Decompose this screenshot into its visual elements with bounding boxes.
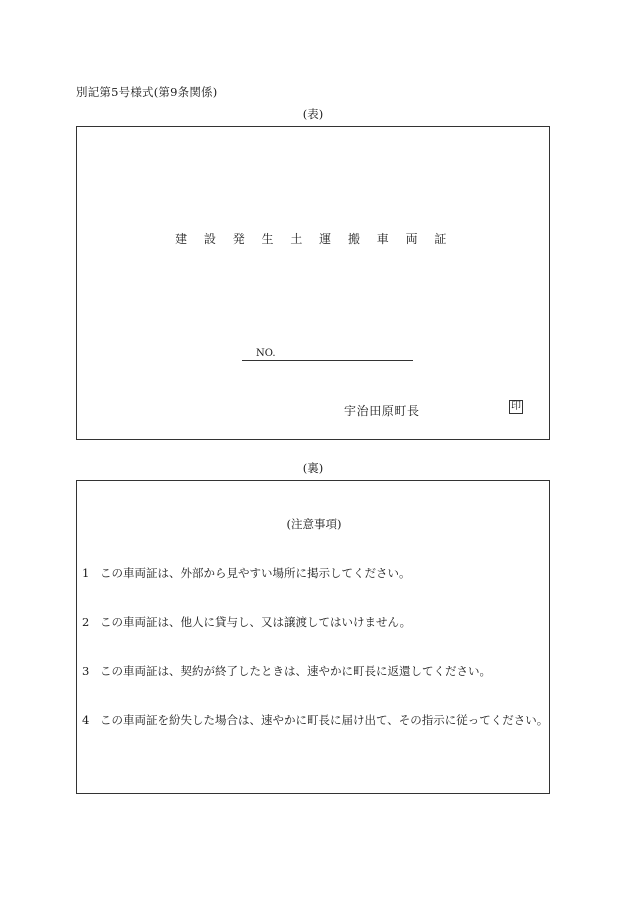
number-label: NO. bbox=[256, 348, 276, 359]
form-reference: 別記第5号様式(第9条関係) bbox=[76, 85, 218, 99]
note-number: 3 bbox=[82, 664, 90, 678]
notes-heading: (注意事項) bbox=[286, 517, 342, 531]
certificate-title: 建 設 発 生 土 運 搬 車 両 証 bbox=[175, 232, 453, 246]
certificate-back bbox=[76, 480, 550, 794]
note-number: 2 bbox=[82, 615, 90, 629]
note-text: この車両証は、契約が終了したときは、速やかに町長に返還してください。 bbox=[100, 664, 491, 678]
note-item bbox=[82, 565, 411, 581]
front-side-label: (表) bbox=[302, 107, 324, 121]
back-side-label: (裏) bbox=[302, 461, 324, 475]
seal-mark: 印 bbox=[511, 401, 521, 412]
note-text: この車両証は、外部から見やすい場所に掲示してください。 bbox=[100, 566, 411, 580]
note-text: この車両証は、他人に貸与し、又は譲渡してはいけません。 bbox=[100, 615, 412, 629]
note-item bbox=[82, 712, 548, 728]
note-item bbox=[82, 614, 411, 630]
certificate-front bbox=[76, 126, 550, 440]
note-number: 1 bbox=[82, 566, 90, 580]
note-number: 4 bbox=[82, 713, 90, 727]
note-item bbox=[82, 663, 491, 679]
note-text: この車両証を紛失した場合は、速やかに町長に届け出て、その指示に従ってください。 bbox=[100, 713, 549, 727]
issuer-name: 宇治田原町長 bbox=[344, 404, 420, 418]
